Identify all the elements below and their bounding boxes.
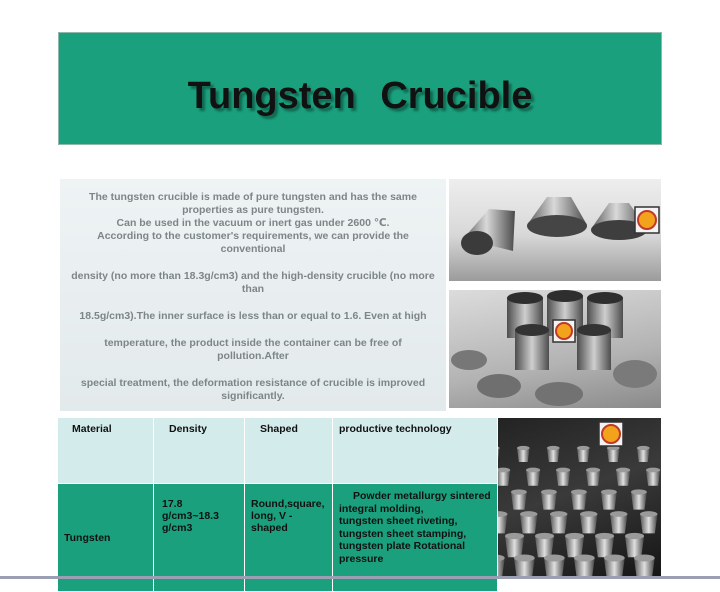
cell-density: 17.8 g/cm3~18.3 g/cm3 bbox=[154, 484, 245, 592]
small-crucible bbox=[640, 514, 657, 533]
small-crucible-rim bbox=[604, 555, 625, 562]
small-crucible bbox=[610, 514, 627, 533]
small-crucible-rim bbox=[511, 489, 527, 494]
small-crucible-rim bbox=[526, 468, 540, 473]
small-crucible bbox=[631, 492, 647, 510]
header-shaped: Shaped bbox=[245, 418, 333, 484]
small-crucible bbox=[541, 492, 557, 510]
small-crucible bbox=[550, 514, 567, 533]
description-line: temperature, the product inside the container can be free of pollution.After bbox=[104, 337, 402, 362]
small-crucible-rim bbox=[625, 533, 644, 539]
small-crucible-rim bbox=[640, 511, 657, 517]
tungsten-crucible-cylinders-photo bbox=[449, 290, 661, 408]
title-banner bbox=[58, 32, 662, 145]
small-crucible-rim bbox=[565, 533, 584, 539]
spec-table bbox=[57, 417, 498, 592]
small-crucible-rim bbox=[580, 511, 597, 517]
description-line: special treatment, the deformation resistance of crucible is improved significantly. bbox=[80, 377, 426, 402]
small-crucible-rim bbox=[571, 489, 587, 494]
small-crucible-rim bbox=[601, 489, 617, 494]
small-crucible-rim bbox=[637, 446, 650, 450]
small-crucible-rim bbox=[547, 446, 560, 450]
small-crucible bbox=[637, 448, 650, 462]
small-crucible-rim bbox=[496, 468, 510, 473]
small-crucible bbox=[577, 448, 590, 462]
technology-line: Powder metallurgy sintered integral molding, bbox=[339, 490, 491, 515]
small-crucible-rim bbox=[541, 489, 557, 494]
cell-material: Tungsten bbox=[58, 484, 154, 592]
small-crucible-rim bbox=[574, 555, 595, 562]
page-title: Tungsten Crucible bbox=[187, 75, 533, 117]
table-header-row bbox=[58, 418, 498, 484]
cylinders-illustration bbox=[449, 290, 661, 408]
small-crucible-rim bbox=[634, 555, 655, 562]
small-crucible-rim bbox=[616, 468, 630, 473]
small-crucible-rim bbox=[646, 468, 660, 473]
description-panel bbox=[60, 179, 446, 411]
small-crucible bbox=[517, 448, 530, 462]
technology-line: tungsten sheet stamping, bbox=[339, 527, 467, 540]
small-crucible bbox=[607, 448, 620, 462]
small-crucible bbox=[511, 492, 527, 510]
technology-line: tungsten plate Rotational pressure bbox=[339, 540, 465, 565]
small-crucible-rim bbox=[577, 446, 590, 450]
description-line: density (no more than 18.3g/cm3) and the high-density crucible (no more than bbox=[71, 270, 435, 295]
small-crucible-rim bbox=[595, 533, 614, 539]
small-crucible-rim bbox=[550, 511, 567, 517]
small-crucible-rim bbox=[514, 555, 535, 562]
technology-line: tungsten sheet riveting, bbox=[339, 515, 458, 527]
header-material: Material bbox=[58, 418, 154, 484]
description-line: According to the customer's requirements, we can provide the conventional bbox=[97, 230, 409, 255]
description-line: The tungsten crucible is made of pure tungsten and has the same properties as pure tungsten. bbox=[89, 191, 417, 216]
small-crucible bbox=[580, 514, 597, 533]
small-crucible-rim bbox=[544, 555, 565, 562]
small-crucible bbox=[571, 492, 587, 510]
cell-shaped: Round,square, long, V - shaped bbox=[245, 484, 333, 592]
small-crucible-rim bbox=[586, 468, 600, 473]
small-crucible-rim bbox=[610, 511, 627, 517]
description-line: 18.5g/cm3).The inner surface is less than or equal to 1.6. Even at high bbox=[79, 310, 427, 322]
small-crucible bbox=[520, 514, 537, 533]
small-crucible-rim bbox=[631, 489, 647, 494]
tungsten-crucible-cones-photo bbox=[449, 179, 661, 281]
small-crucible-rim bbox=[520, 511, 537, 517]
header-productive-technology: productive technology bbox=[333, 418, 498, 484]
small-crucible-rim bbox=[517, 446, 530, 450]
cones-illustration bbox=[449, 179, 661, 281]
small-crucible-rim bbox=[535, 533, 554, 539]
description-line: Can be used in the vacuum or inert gas under 2600 ℃. bbox=[116, 217, 390, 229]
small-crucible-rim bbox=[505, 533, 524, 539]
small-crucible bbox=[547, 448, 560, 462]
header-density: Density bbox=[154, 418, 245, 484]
small-crucible-rim bbox=[556, 468, 570, 473]
small-crucible bbox=[601, 492, 617, 510]
